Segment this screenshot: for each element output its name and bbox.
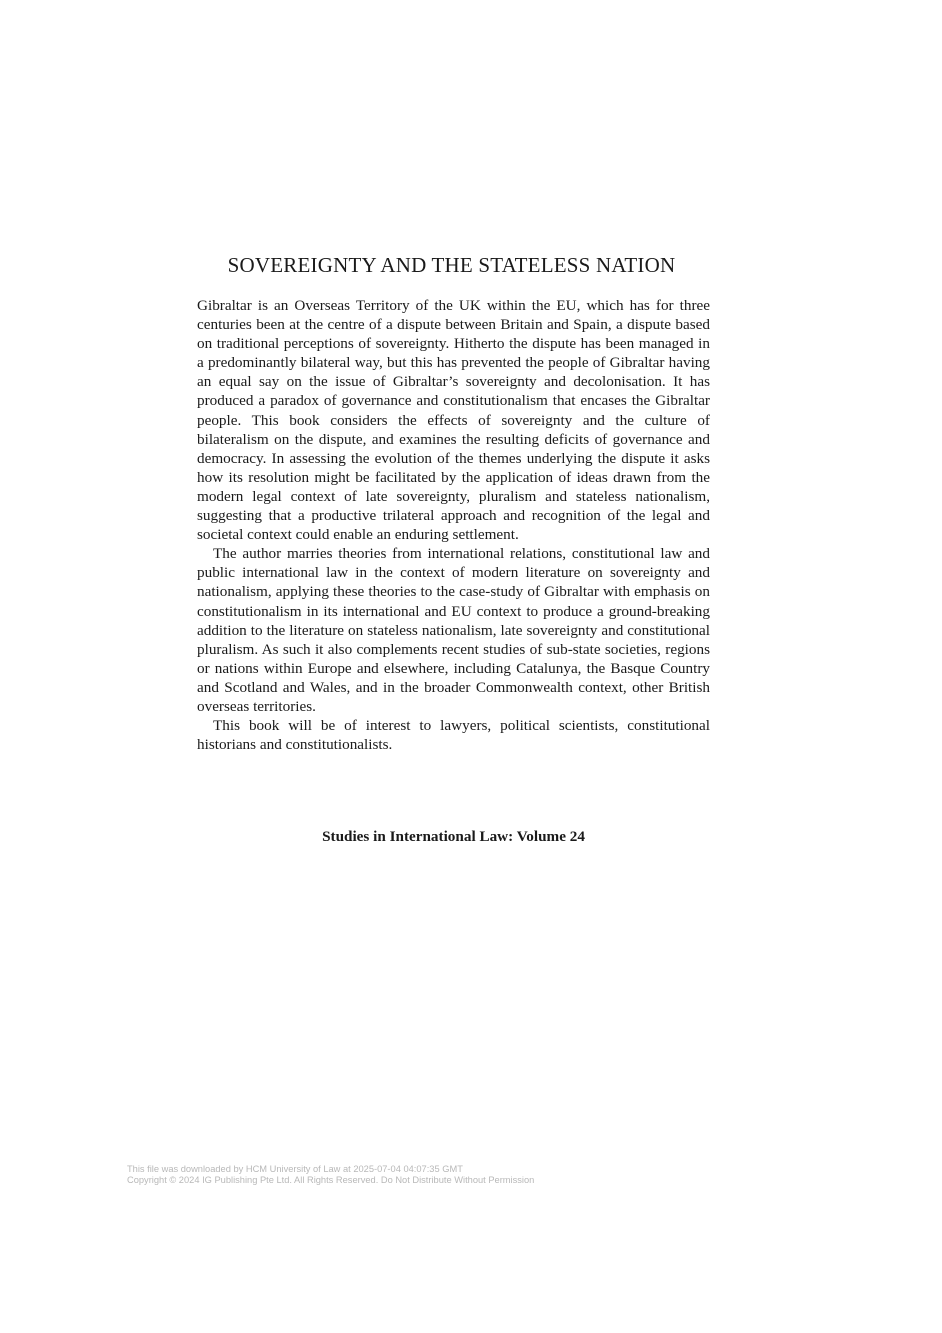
- watermark-download-line: This file was downloaded by HCM University of Law at 2025-07-04 04:07:35 GMT: [127, 1164, 463, 1174]
- page-title: SOVEREIGNTY AND THE STATELESS NATION: [227, 253, 676, 277]
- blurb-paragraph-1: Gibraltar is an Overseas Territory of the UK within the EU, which has for three centuries been at the centre of a dispute between Britain and Spain, a dispute based on traditional perceptions of sovereignty. Hitherto the dispute has been managed in a predominantly bilateral way, but this has prevented the people of Gibraltar having an equal say on the issue of Gibraltar’s sovereignty and decolonisation. It has produced a paradox of governance and constitutionalism that encases the Gibraltar people. This book considers the effects of sovereignty and the culture of bilateralism on the dispute, and examines the resulting deficits of governance and democracy. In assessing the evolution of the themes underlying the dispute it asks how its resolution might be facilitated by the application of ideas drawn from the modern legal context of late sovereignty, pluralism and stateless nationalism, suggesting that a productive trilateral approach and recognition of the legal and societal context could enable an enduring settlement.: [197, 297, 710, 544]
- blurb-paragraph-3: This book will be of interest to lawyers, political scientists, constitutional historians and constitutionalists.: [197, 717, 710, 754]
- watermark-copyright-line: Copyright © 2024 IG Publishing Pte Ltd. All Rights Reserved. Do Not Distribute Without Permission: [127, 1175, 535, 1185]
- series-title: Studies in International Law: Volume 24: [322, 828, 585, 845]
- blurb-text: [197, 296, 710, 754]
- blurb-paragraph-2: The author marries theories from international relations, constitutional law and public international law in the context of modern literature on sovereignty and nationalism, applying these theories to the case-study of Gibraltar with emphasis on constitutionalism in its international and EU context to produce a ground-breaking addition to the literature on stateless nationalism, late sovereignty and constitutional pluralism. As such it also complements recent studies of sub-state societies, regions or nations within Europe and elsewhere, including Catalunya, the Basque Country and Scotland and Wales, and in the broader Commonwealth context, other British overseas territories.: [197, 545, 710, 715]
- download-watermark: [127, 1164, 534, 1186]
